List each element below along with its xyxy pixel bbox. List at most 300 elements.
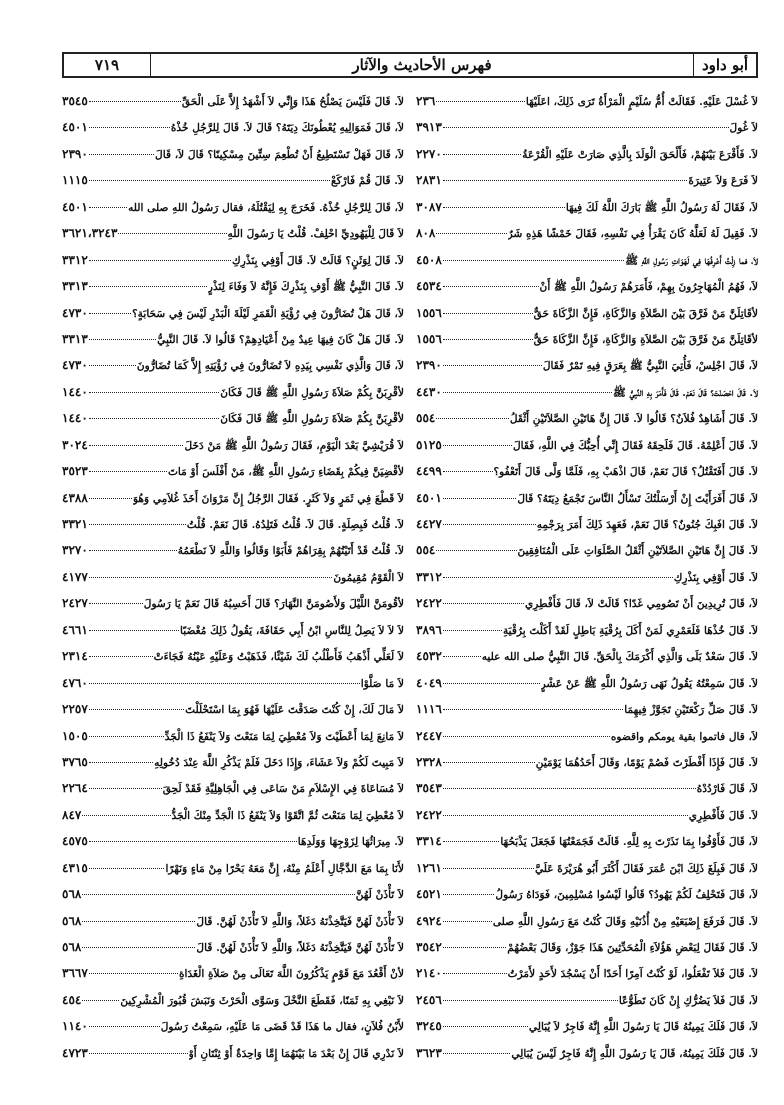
entry-text: لأنْ أَقْعُدَ مَعَ قَوْمٍ يَذْكُرُونَ اللَّهَ تَعَالَى مِنْ صَلاَةِ الْغَدَاةِ: [178, 968, 404, 981]
entry-hadith-number: ٤٣٨٨: [62, 490, 88, 505]
index-entry: [62, 670, 404, 696]
dot-leader: [89, 762, 153, 763]
dot-leader: [82, 947, 195, 948]
dot-leader: [443, 1026, 528, 1027]
index-entry: [416, 908, 758, 934]
entry-hadith-number: ٤٩٢٤: [416, 913, 442, 928]
entry-text: لاَ. قَالَ لِوَثَنٍ؟ قَالَتْ لاَ. قَالَ أَوْفِي بِنَذْرِكِ: [231, 254, 404, 267]
dot-leader: [443, 841, 500, 842]
entry-text: لاَ. قَالَ احْصَنْتَ؟ قَالَ نَعَمْ. قَالَ فَأَمَرَ بِهِ النَّبِيُّ ﷺ: [613, 386, 758, 399]
index-entry: [62, 432, 404, 458]
dot-leader: [89, 471, 167, 472]
entry-hadith-number: ٥٦٨: [62, 940, 82, 954]
entry-hadith-number: ٣٧٦٥: [62, 754, 88, 769]
entry-text: لاَ، قَالَ تُرِيدِينَ أَنْ تَصُومِي غَدًا؟ قَالَتْ لاَ، قَالَ فَأَفْطِرِي: [524, 598, 758, 611]
index-entry: [416, 960, 758, 986]
entry-hadith-number: ١٥٠٥: [62, 728, 88, 743]
entry-hadith-number: ٤٧٢٣: [62, 1045, 88, 1060]
dot-leader: [443, 1053, 511, 1054]
dot-leader: [89, 736, 164, 737]
entry-hadith-number: ٥٥٤: [416, 411, 436, 426]
index-entry: [416, 114, 758, 140]
index-entry: [416, 802, 758, 828]
dot-leader: [443, 947, 507, 948]
dot-leader: [89, 339, 156, 340]
index-entry: [62, 696, 404, 722]
index-entry: [62, 1040, 404, 1066]
entry-hadith-number: ٣٣١٢: [62, 252, 88, 267]
entry-hadith-number: ٨٠٨: [416, 226, 436, 241]
dot-leader: [82, 894, 354, 895]
dot-leader: [89, 392, 219, 393]
entry-text: لاَ. قَالَ أَشَاهِدٌ فُلاَنٌ؟ قَالُوا لاَ. قَالَ إِنَّ هَاتَيْنِ الصَّلاَتَيْنِ أَثْقَلُ: [509, 413, 758, 426]
index-entry: [416, 485, 758, 511]
entry-hadith-number: ١٥٥٦: [416, 331, 442, 346]
entry-text: لاَ مُسَاعَاةَ فِي الإِسْلاَمِ مَنْ سَاعَى فِي الْجَاهِلِيَّةِ فَقَدْ لَحِقَ: [162, 783, 404, 796]
entry-hadith-number: ٣٣١٤: [416, 834, 442, 849]
dot-leader: [443, 973, 507, 974]
dot-leader: [443, 683, 540, 684]
entry-hadith-number: ٣٣٢١: [62, 517, 88, 531]
page-number: ٧١٩: [64, 54, 151, 76]
entry-hadith-number: ٢٤٢٢: [416, 596, 442, 611]
dot-leader: [89, 418, 219, 419]
entry-hadith-number: ٢١٤٠: [416, 966, 442, 981]
index-entry: [416, 352, 758, 378]
entry-text: لاَ مُعْطِيَ لِمَا مَنَعْتَ ثُمَّ اتَّقَوْا وَلاَ يَنْفَعُ ذَا الْجَدِّ مِنْكَ الْجَدُّ: [171, 809, 404, 822]
entry-text: لاَ تَأْذَنْ لَهُنَّ فَيَتَّخِذْنَهُ دَغَلاً، وَاللَّهِ لاَ تَأْذَنْ لَهُنَّ. قَالَ: [196, 915, 404, 928]
dot-leader: [89, 656, 153, 657]
dot-leader: [443, 445, 512, 446]
entry-hadith-number: ٤٧٣٠: [62, 305, 88, 320]
entry-text: لاَ قُرَيْشِيَّ بَعْدَ الْيَوْمِ، فَقَالَ رَسُولُ اللَّهِ ﷺ مَنْ دَخَلَ: [184, 439, 404, 452]
dot-leader: [89, 260, 231, 261]
index-entry: [416, 749, 758, 775]
index-entry: [62, 458, 404, 484]
dot-leader: [89, 683, 360, 684]
index-entry: [62, 855, 404, 881]
index-entry: [62, 934, 404, 960]
index-entry: [62, 987, 404, 1013]
dot-leader: [443, 365, 542, 366]
entry-hadith-number: ٤٦٦١: [62, 622, 88, 637]
entry-hadith-number: ٣٣١٣: [62, 331, 88, 346]
dot-leader: [89, 709, 184, 710]
index-entry: [62, 643, 404, 669]
dot-leader: [82, 921, 195, 922]
index-entry: [416, 934, 758, 960]
entry-text: لاَ، قَالَ فَلاَ يَضُرُّكِ إِنْ كَانَ تَطَوُّعًا: [618, 994, 758, 1007]
entry-hadith-number: ٢٢٧٠: [416, 146, 442, 161]
dot-leader: [89, 1026, 160, 1027]
index-entry: [62, 405, 404, 431]
entry-text: لاَ. قَالَ خُذْهَا فَلَعَمْرِي لَمَنْ أَكَلَ بِرُقْيَةِ بَاطِلٍ لَقَدْ أَكَلْتَ بِرُقْيَةِ: [502, 624, 758, 637]
index-entry: [62, 617, 404, 643]
entry-text: لأقْضِيَنَّ فِيكُمْ بِقَضَاءِ رَسُولِ اللَّهِ ﷺ، مَنْ أَفْلَسَ أَوْ مَاتَ: [167, 466, 404, 479]
entry-text: لاَ. قُلْتُ فَبِصِلَةٍ. قَالَ لاَ. قُلْتُ فَتَلِدُهُ. قَالَ نَعَمْ. قُلْتُ: [186, 519, 404, 531]
entry-hadith-number: ٣٦٢١،٣٢٤٣: [62, 226, 118, 241]
index-entry: [62, 220, 404, 246]
dot-leader: [89, 577, 333, 578]
dot-leader: [443, 286, 539, 287]
dot-leader: [89, 841, 297, 842]
dot-leader: [436, 550, 516, 551]
page-header: [62, 52, 758, 78]
entry-hadith-number: ٣٠٢٤: [62, 437, 88, 452]
entry-hadith-number: ٤٥٤: [62, 992, 82, 1007]
entry-text: لاَ. قَالَ أَعْلِمْهُ. قَالَ فَلَحِقَهُ فَقَالَ إِنِّي أُحِبُّكَ فِي اللَّهِ، فَقَالَ: [512, 439, 758, 452]
index-entry: [416, 643, 758, 669]
dot-leader: [443, 577, 673, 578]
entry-text: لاَ مَبِيتَ لَكُمْ وَلاَ عَشَاءَ، وَإِذَا دَخَلَ فَلَمْ يَذْكُرِ اللَّهَ عِنْدَ دُخُولِهِ: [154, 756, 404, 769]
index-entry: [62, 88, 404, 114]
dot-leader: [82, 815, 170, 816]
entry-hadith-number: ٢٤٤٧: [416, 728, 442, 743]
index-entry: [416, 405, 758, 431]
index-entry: [62, 167, 404, 193]
entry-text: لاَ. قَالَ فَلَكَ يَمِينُهُ، قَالَ يَا رَسُولَ اللَّهِ إِنَّهُ فَاجِرٌ لَيْسَ يُبَالِي: [511, 1047, 758, 1060]
entry-text: لاَ، قَالَ أَفَرَأَيْتَ إِنْ أَرْسَلْتُكَ تَسْأَلُ النَّاسَ تَجْمَعُ دِيَتَهُ؟ قَالَ: [517, 492, 758, 505]
entry-text: لاَ مَانِعَ لِمَا أَعْطَيْتَ وَلاَ مُعْطِيَ لِمَا مَنَعْتَ وَلاَ يَنْفَعُ ذَا الْجَدِّ: [164, 730, 404, 743]
dot-leader: [89, 154, 154, 155]
entry-text: لاَ مَالَ لَكَ، إِنْ كُنْتَ صَدَقْتَ عَلَيْهَا فَهُوَ بِمَا اسْتَحْلَلْتَ: [185, 704, 404, 717]
entry-text: لاَ فَرَعَ وَلاَ عَتِيرَةَ: [688, 175, 758, 188]
index-entry: [62, 114, 404, 140]
entry-hadith-number: ٣٣١٢: [416, 569, 442, 584]
entry-text: لاَ. قَالَ سَمِعْتُهُ يَقُولُ نَهَى رَسُولُ اللَّهِ ﷺ عَنْ عَشْرٍ: [540, 677, 758, 690]
index-entry: [416, 537, 758, 563]
entry-hadith-number: ٢٣٩٠: [416, 358, 442, 373]
entry-text: لاَ. قَالَ فَرَفَعَ إِصْبَعَيْهِ مِنْ أُذُنَيْهِ وَقَالَ كُنْتُ مَعَ رَسُولِ اللَّهِ صلى: [492, 915, 758, 928]
entry-text: لاَ، قَالَ اجْلِسْ، فَأُتِيَ النَّبِيُّ ﷺ بِعَرَقٍ فِيهِ تَمْرٌ فَقَالَ: [542, 360, 758, 373]
dot-leader: [443, 339, 533, 340]
index-entry: [416, 828, 758, 854]
dot-leader: [89, 788, 162, 789]
dot-leader: [89, 603, 143, 604]
entry-text: لأقْرِبَنَّ بِكُمْ صَلاَةَ رَسُولِ اللَّهِ ﷺ قَالَ فَكَانَ: [220, 413, 404, 426]
entry-hadith-number: ٤٥٧٥: [62, 834, 88, 849]
dot-leader: [443, 788, 696, 789]
entry-text: لأقَاتِلَنَّ مَنْ فَرَّقَ بَيْنَ الصَّلاَةِ وَالزَّكَاةِ، فَإِنَّ الزَّكَاةَ حَقٌّ: [533, 307, 758, 320]
dot-leader: [89, 868, 165, 869]
entry-hadith-number: ٤٥٣٢: [416, 649, 442, 664]
dot-leader: [443, 894, 495, 895]
dot-leader: [443, 127, 729, 128]
index-entry: [416, 379, 758, 405]
dot-leader: [443, 154, 521, 155]
dot-leader: [436, 101, 525, 102]
book-name: أبو داود: [693, 54, 756, 76]
entry-hadith-number: ٤٥٠٨: [416, 252, 442, 267]
entry-hadith-number: ١٥٥٦: [416, 305, 442, 320]
entry-hadith-number: ٢٤٢٢: [416, 807, 442, 822]
entry-text: لأَبْنُ فُلاَنٍ، فقال ما هَذَا قَدْ قَضَى مَا عَلَيْهِ، سَمِعْتُ رَسُولَ: [160, 1021, 404, 1034]
dot-leader: [89, 1053, 188, 1054]
entry-hadith-number: ٣٥٤٥: [62, 94, 88, 108]
entry-hadith-number: ٤١٧٧: [62, 569, 88, 584]
entry-text: لاَ. قَالَ فَلاَ تَفْعَلُوا، لَوْ كُنْتُ آمِرًا أَحَدًا أَنْ يَسْجُدَ لأَحَدٍ لأَمَرْتُ: [507, 968, 758, 981]
index-entry: [416, 326, 758, 352]
entry-text: لاَ. قَالَ أَفَتَقْتُلُ؟ قَالَ نَعَمْ، قَالَ اذْهَبْ بِهِ، فَلَمَّا وَلَّى قَالَ أَتَعْفُو؟: [493, 466, 758, 479]
entry-text: لاَ تَأْذَنْ لَهُنَّ: [355, 889, 404, 902]
index-entry: [416, 987, 758, 1013]
index-entry: [416, 511, 758, 537]
dot-leader: [443, 498, 517, 499]
entry-text: لأقُومَنَّ اللَّيْلَ وَلأَصُومَنَّ النَّهَارَ؟ قَالَ أَحَسِبُهُ قَالَ نَعَمْ يَا رَسُولَ: [143, 598, 404, 611]
entry-text: لاَ لَعَلِّي أَذْهَبُ فَأَطْلُبُ لَكَ شَيْئًا، فَذَهَبْتُ وَعَلَيْهِ عَيْنُهُ فَجَاءَتْ: [153, 651, 404, 664]
dot-leader: [443, 1000, 618, 1001]
entry-hadith-number: ٣٥٢٣: [62, 464, 88, 479]
index-entry: [62, 590, 404, 616]
dot-leader: [82, 1000, 119, 1001]
entry-hadith-number: ٣٨٩٦: [416, 622, 442, 637]
index-entry: [416, 220, 758, 246]
index-entry: [416, 300, 758, 326]
entry-text: لاَ نَدْرِي قَالَ إِنْ بَعْدَ مَا بَيْنَهُمَا إِمَّا وَاحِدَةٌ أَوْ ثِنْتَانِ أَوْ: [188, 1047, 404, 1060]
entry-text: لاَ. قَالَ افَبِكَ جُنُونٌ؟ قَالَ نَعَمْ، فَعَهِدَ ذَلِكَ أَمَرَ بِرَجْمِهِ: [536, 519, 758, 531]
entry-text: لاَ، قَالَ وَالَّذِي نَفْسِي بِيَدِهِ لاَ تُضَارُّونَ فِي رُؤْيَتِهِ إِلاَّ كَمَا تُضَارُّونَ: [136, 360, 404, 373]
dot-leader: [443, 762, 535, 763]
dot-leader: [89, 524, 186, 525]
entry-hadith-number: ٢٣٦: [416, 94, 436, 108]
entry-hadith-number: ٣٦٢٣: [416, 1045, 442, 1060]
entry-hadith-number: ١١٤٠: [62, 1019, 88, 1034]
index-entry: [416, 194, 758, 220]
index-entry: [62, 352, 404, 378]
entry-text: لاَ مَا صَلَّوْا: [360, 677, 404, 690]
entry-hadith-number: ٤٥٠١: [62, 199, 88, 214]
entry-text: لاَ، قَالَ لِلرَّجُلِ خُذْهُ. فَخَرَجَ بِهِ لِيَقْتُلَهُ، فقال رَسُولُ اللهِ صلى الله: [128, 201, 404, 214]
dot-leader: [89, 630, 179, 631]
entry-hadith-number: ٤٥٣٤: [416, 279, 442, 294]
entry-hadith-number: ٣٣١٣: [62, 279, 88, 294]
entry-hadith-number: ٥١٢٥: [416, 437, 442, 452]
index-entry: [62, 775, 404, 801]
dot-leader: [443, 868, 534, 869]
dot-leader: [436, 418, 509, 419]
index-entry: [62, 247, 404, 273]
entry-text: لاَ تَأْذَنْ لَهُنَّ فَيَتَّخِذْنَهُ دَغَلاً، وَاللَّهِ لاَ تَأْذَنْ لَهُنَّ. قَالَ: [196, 942, 404, 954]
entry-text: لاَ لاَ لاَ يَصِلُ لِلنَّاسِ ابْنُ أَبِي حَقَافَةَ، يَقُولُ ذَلِكَ مُغْضَبًا: [180, 624, 404, 637]
index-entry: [62, 537, 404, 563]
entry-hadith-number: ٣٢٧٠: [62, 543, 88, 558]
entry-hadith-number: ٢٢٦٤: [62, 781, 88, 796]
entry-text: لاَ نَبْغِي بِهِ ثَمَنًا، فَقَطَعَ النَّخْلَ وَسَوَّى الْحَرْثَ وَنَبَشَ قُبُورَ الْمُشْرِكِينَ: [120, 994, 404, 1007]
entry-hadith-number: ٥٦٨: [62, 887, 82, 902]
entry-hadith-number: ٣٠٨٧: [416, 199, 442, 214]
dot-leader: [89, 973, 178, 974]
index-entry: [62, 960, 404, 986]
index-entry: [62, 326, 404, 352]
left-column: [62, 88, 404, 1066]
entry-text: لاَ. قَالَ إِنَّ هَاتَيْنِ الصَّلاَتَيْنِ أَثْقَلُ الصَّلَوَاتِ عَلَى الْمُنَافِقِينَ: [517, 545, 758, 558]
entry-text: لاَ. مِيرَاثُهَا لِزَوْجِهَا وَوَلَدِهَا: [297, 836, 404, 849]
entry-hadith-number: ١٤٤٠: [62, 411, 88, 426]
entry-text: لاَ. قَالَ فَلَيْسَ يَصْلُحُ هَذَا وَإِنِّي لاَ أَشْهَدُ إِلاَّ عَلَى الْحَقِّ: [181, 96, 404, 108]
entry-text: لاَ. فَقِيلَ لَهُ لَعَلَّهُ كَانَ يَقْرَأُ فِي نَفْسِهِ، فَقَالَ خَمْشًا هَذِهِ شَرٌ: [507, 228, 758, 241]
entry-text: لاَ غُولَ: [729, 122, 758, 135]
index-entry: [62, 300, 404, 326]
entry-text: لاَ، قَالَ فَبِلَغَ ذَلِكَ ابْنَ عُمَرَ فَقَالَ أَكْثَرَ أَبُو هُرَيْرَةَ عَلَيَّ: [534, 862, 758, 875]
dot-leader: [436, 233, 506, 234]
entry-hadith-number: ٢٨٣١: [416, 173, 442, 188]
dot-leader: [443, 709, 623, 710]
entry-hadith-number: ٤٥٢١: [416, 887, 442, 902]
entry-text: لاَ. قَالَ فَقَالَ لِبَعْضِ هَؤُلاَءِ الْمُحَدِّثِينَ هَذَا جَوْزٌ، وَقَالَ بَعْضُهُمْ: [507, 942, 758, 954]
index-entry: [416, 775, 758, 801]
entry-hadith-number: ٤٧٦٠: [62, 675, 88, 690]
entry-text: لاَ. قَالَ فَإِذَا أَفْطَرْتَ فَصُمْ يَوْمًا، وَقَالَ أَحَدُهُمَا يَوْمَيْنِ: [535, 756, 758, 769]
entry-text: لأقْرِبَنَّ بِكُمْ صَلاَةَ رَسُولِ اللَّهِ ﷺ قَالَ فَكَانَ: [220, 386, 404, 399]
entry-text: لاَ، فَقَالَ لَهُ رَسُولُ اللَّهِ ﷺ بَارَكَ اللَّهُ لَكَ فِيهَا: [565, 201, 758, 214]
entry-hadith-number: ٣٥٤٣: [416, 781, 442, 796]
index-entry: [416, 590, 758, 616]
entry-text: لاَ، قَالَ فَمَوَالِيهِ يُعْطُونَكَ دِيَتَهُ؟ قَالَ لاَ. قَالَ لِلرَّجُلِ خُذْهُ: [170, 122, 404, 135]
dot-leader: [89, 180, 330, 181]
entry-hadith-number: ١٤٤٠: [62, 384, 88, 399]
entry-text: لأقَاتِلَنَّ مَنْ فَرَّقَ بَيْنَ الصَّلاَةِ وَالزَّكَاةِ، فَإِنَّ الزَّكَاةَ حَقٌّ: [533, 333, 758, 346]
entry-text: لاَ. قَالَ فَأَفْطِرِي: [688, 809, 758, 822]
index-entry: [62, 723, 404, 749]
index-entry: [62, 564, 404, 590]
entry-hadith-number: ٤٧٣٠: [62, 358, 88, 373]
dot-leader: [89, 101, 181, 102]
entry-text: لاَ. قُلْتُ قَدْ أَتَيْتُهُمْ بِقِرَاهُمْ فَأَبَوْا وَقَالُوا وَاللَّهِ لاَ نَطْعَمُهُ: [177, 545, 404, 558]
index-entry: [416, 723, 758, 749]
entry-hadith-number: ٤٥٠١: [416, 490, 442, 505]
dot-leader: [443, 630, 502, 631]
entry-hadith-number: ٢٣١٤: [62, 649, 88, 664]
entry-text: لاَ قَالَ لِلْيَهُودِيِّ احْلِفْ. قُلْتُ يَا رَسُولَ اللَّهِ: [227, 228, 404, 241]
entry-text: لاَ. قَالَ سَعْدٌ بَلَى وَالَّذِي أَكْرَمَكَ بِالْحَقِّ. قَالَ النَّبِيُّ صلى الله عليه: [481, 651, 758, 664]
dot-leader: [89, 445, 184, 446]
index-entry: [416, 1013, 758, 1039]
entry-text: لاَ قَطْعَ فِي ثَمَرٍ وَلاَ كَثَرٍ. فَقَالَ الرَّجُلُ إِنَّ مَرْوَانَ أَخَذَ غُلاَمِي وَهُوَ: [132, 492, 404, 505]
entry-hadith-number: ١٢٦١: [416, 860, 442, 875]
dot-leader: [89, 286, 207, 287]
entry-hadith-number: ٤٥٠١: [62, 120, 88, 135]
index-entry: [62, 749, 404, 775]
index-entry: [416, 670, 758, 696]
index-entry: [62, 194, 404, 220]
dot-leader: [89, 365, 136, 366]
index-entry: [416, 617, 758, 643]
entry-text: لاَ. قَالَ هَلْ كَانَ فِيهَا عِيدٌ مِنْ أَعْيَادِهِمْ؟ قَالُوا لاَ. قَالَ النَّبِيُّ: [157, 333, 404, 346]
entry-text: لاَ الْقَوْمُ مُقِيمُونَ: [333, 571, 404, 584]
entry-text: لاَ، قَالَ فَلَكَ يَمِينُهُ قَالَ يَا رَسُولَ اللَّهِ إِنَّهُ فَاجِرٌ لاَ يُبَالِي: [528, 1021, 758, 1034]
index-entry: [416, 696, 758, 722]
dot-leader: [89, 498, 132, 499]
entry-hadith-number: ٤٤٢٧: [416, 517, 442, 531]
dot-leader: [443, 656, 481, 657]
index-entry: [416, 88, 758, 114]
index-entry: [62, 908, 404, 934]
entry-text: لاَ. قَالَ النَّبِيُّ ﷺ أَوْفِ بِنَذْرِكَ فَإِنَّهُ لاَ وَفَاءَ لِنَذْرٍ: [207, 281, 404, 294]
entry-text: لاَ. قَالَ قُمْ فَارْكَعْ: [331, 175, 404, 188]
entry-hadith-number: ٢٢٥٧: [62, 702, 88, 717]
dot-leader: [443, 603, 524, 604]
index-entry: [416, 458, 758, 484]
entry-text: لاَ، قَالَ فَهَلْ تَسْتَطِيعُ أَنْ تُطْعِمَ سِتِّينَ مِسْكِينًا؟ قَالَ لاَ، قَالَ: [155, 148, 404, 161]
entry-hadith-number: ٢٤٢٧: [62, 596, 88, 611]
index-title: فهرس الأحاديث والآثار: [352, 56, 492, 74]
index-entry: [62, 802, 404, 828]
index-entry: [416, 247, 758, 273]
dot-leader: [443, 471, 493, 472]
index-entry: [62, 485, 404, 511]
entry-hadith-number: ١١١٥: [62, 173, 88, 188]
index-entry: [62, 379, 404, 405]
dot-leader: [443, 207, 565, 208]
entry-text: لاَ، فَهُمُ الْمُهَاجِرُونَ بِهِمْ، فَأَمَرَهُمْ رَسُولُ اللَّهِ ﷺ أَنْ: [539, 281, 758, 294]
right-column: [416, 88, 758, 1066]
dot-leader: [443, 180, 688, 181]
dot-leader: [89, 127, 170, 128]
entry-text: لاَ، قَالَ فَارْدُدْهُ: [696, 783, 758, 796]
index-entry: [416, 855, 758, 881]
entry-text: لاَ غُسْلَ عَلَيْهِ. فَقَالَتْ أُمُّ سُلَيْمٍ الْمَرْأَةُ تَرَى ذَلِكَ، اعَلَيْهَا: [525, 96, 758, 108]
index-entry: [416, 141, 758, 167]
dot-leader: [443, 921, 492, 922]
entry-hadith-number: ٣٩١٣: [416, 120, 442, 135]
entry-hadith-number: ٨٤٧: [62, 807, 82, 822]
index-entry: [416, 564, 758, 590]
dot-leader: [89, 550, 177, 551]
entry-hadith-number: ٢٤٥٦: [416, 992, 442, 1007]
dot-leader: [443, 313, 533, 314]
dot-leader: [89, 207, 127, 208]
dot-leader: [89, 313, 131, 314]
entry-text: لاَ، فما زِلْتُ أَعْرِفُهَا فِي لَهَوَاتِ رَسُولِ اللَّهِ ﷺ: [625, 254, 758, 267]
index-entry: [62, 828, 404, 854]
dot-leader: [443, 736, 610, 737]
index-entry: [62, 1013, 404, 1039]
entry-hadith-number: ٤٣١٥: [62, 860, 88, 875]
index-entry: [416, 881, 758, 907]
entry-hadith-number: ٣٥٤٢: [416, 940, 442, 954]
entry-hadith-number: ٥٥٤: [416, 543, 436, 558]
index-entry: [416, 432, 758, 458]
index-entry: [62, 881, 404, 907]
entry-text: لاَ. قَالَ صَلِّ رَكْعَتَيْنِ تَجَوَّزْ فِيهِمَا: [624, 704, 758, 717]
index-entry: [416, 167, 758, 193]
dot-leader: [443, 260, 625, 261]
index-entry: [62, 511, 404, 537]
index-entry: [416, 1040, 758, 1066]
entry-text: لاَ. قَالَ أَوْفِي بِنَذْرِكِ: [673, 571, 758, 584]
entry-hadith-number: ٤٤٩٩: [416, 464, 442, 479]
entry-hadith-number: ٤٠٤٩: [416, 675, 442, 690]
entry-text: لاَ، قَالَ فَتَحْلِفُ لَكُمْ يَهُودُ؟ قَالُوا لَيْسُوا مُسْلِمِينَ، فَوَدَاهُ رَسُولُ: [495, 889, 758, 902]
entry-hadith-number: ٢٣٢٨: [416, 754, 442, 769]
entry-hadith-number: ١١١٦: [416, 702, 442, 717]
entry-hadith-number: ٥٦٨: [62, 913, 82, 928]
entry-hadith-number: ٢٣٩٠: [62, 146, 88, 161]
entry-text: لاَ. فَأَقْرَعَ بَيْنَهُمْ، فَأَلْحَقَ الْوَلَدَ بِالَّذِي صَارَتْ عَلَيْهِ الْقُرْعَةُ: [522, 148, 758, 161]
dot-leader: [118, 233, 226, 234]
entry-hadith-number: ٤٤٣٠: [416, 384, 442, 399]
index-entry: [416, 273, 758, 299]
entry-text: لاَ، قَالَ هَلْ تُضَارُّونَ فِي رُؤْيَةِ الْقَمَرِ لَيْلَةَ الْبَدْرِ لَيْسَ فِي سَحَابَةٍ؟: [132, 307, 404, 320]
index-entry: [62, 141, 404, 167]
entry-text: لاَ، قال فاتموا بقية يومكم واقضوه: [610, 730, 758, 743]
dot-leader: [443, 815, 688, 816]
entry-hadith-number: ٣٦٦٧: [62, 966, 88, 981]
entry-hadith-number: ٣٢٤٥: [416, 1019, 442, 1034]
index-entry: [62, 273, 404, 299]
entry-text: لأَنَا بِمَا مَعَ الدَّجَّالِ أَعْلَمُ مِنْهُ، إِنَّ مَعَهُ بَحْرًا مِنْ مَاءٍ وَنَهْرًا: [165, 862, 404, 875]
dot-leader: [443, 524, 536, 525]
